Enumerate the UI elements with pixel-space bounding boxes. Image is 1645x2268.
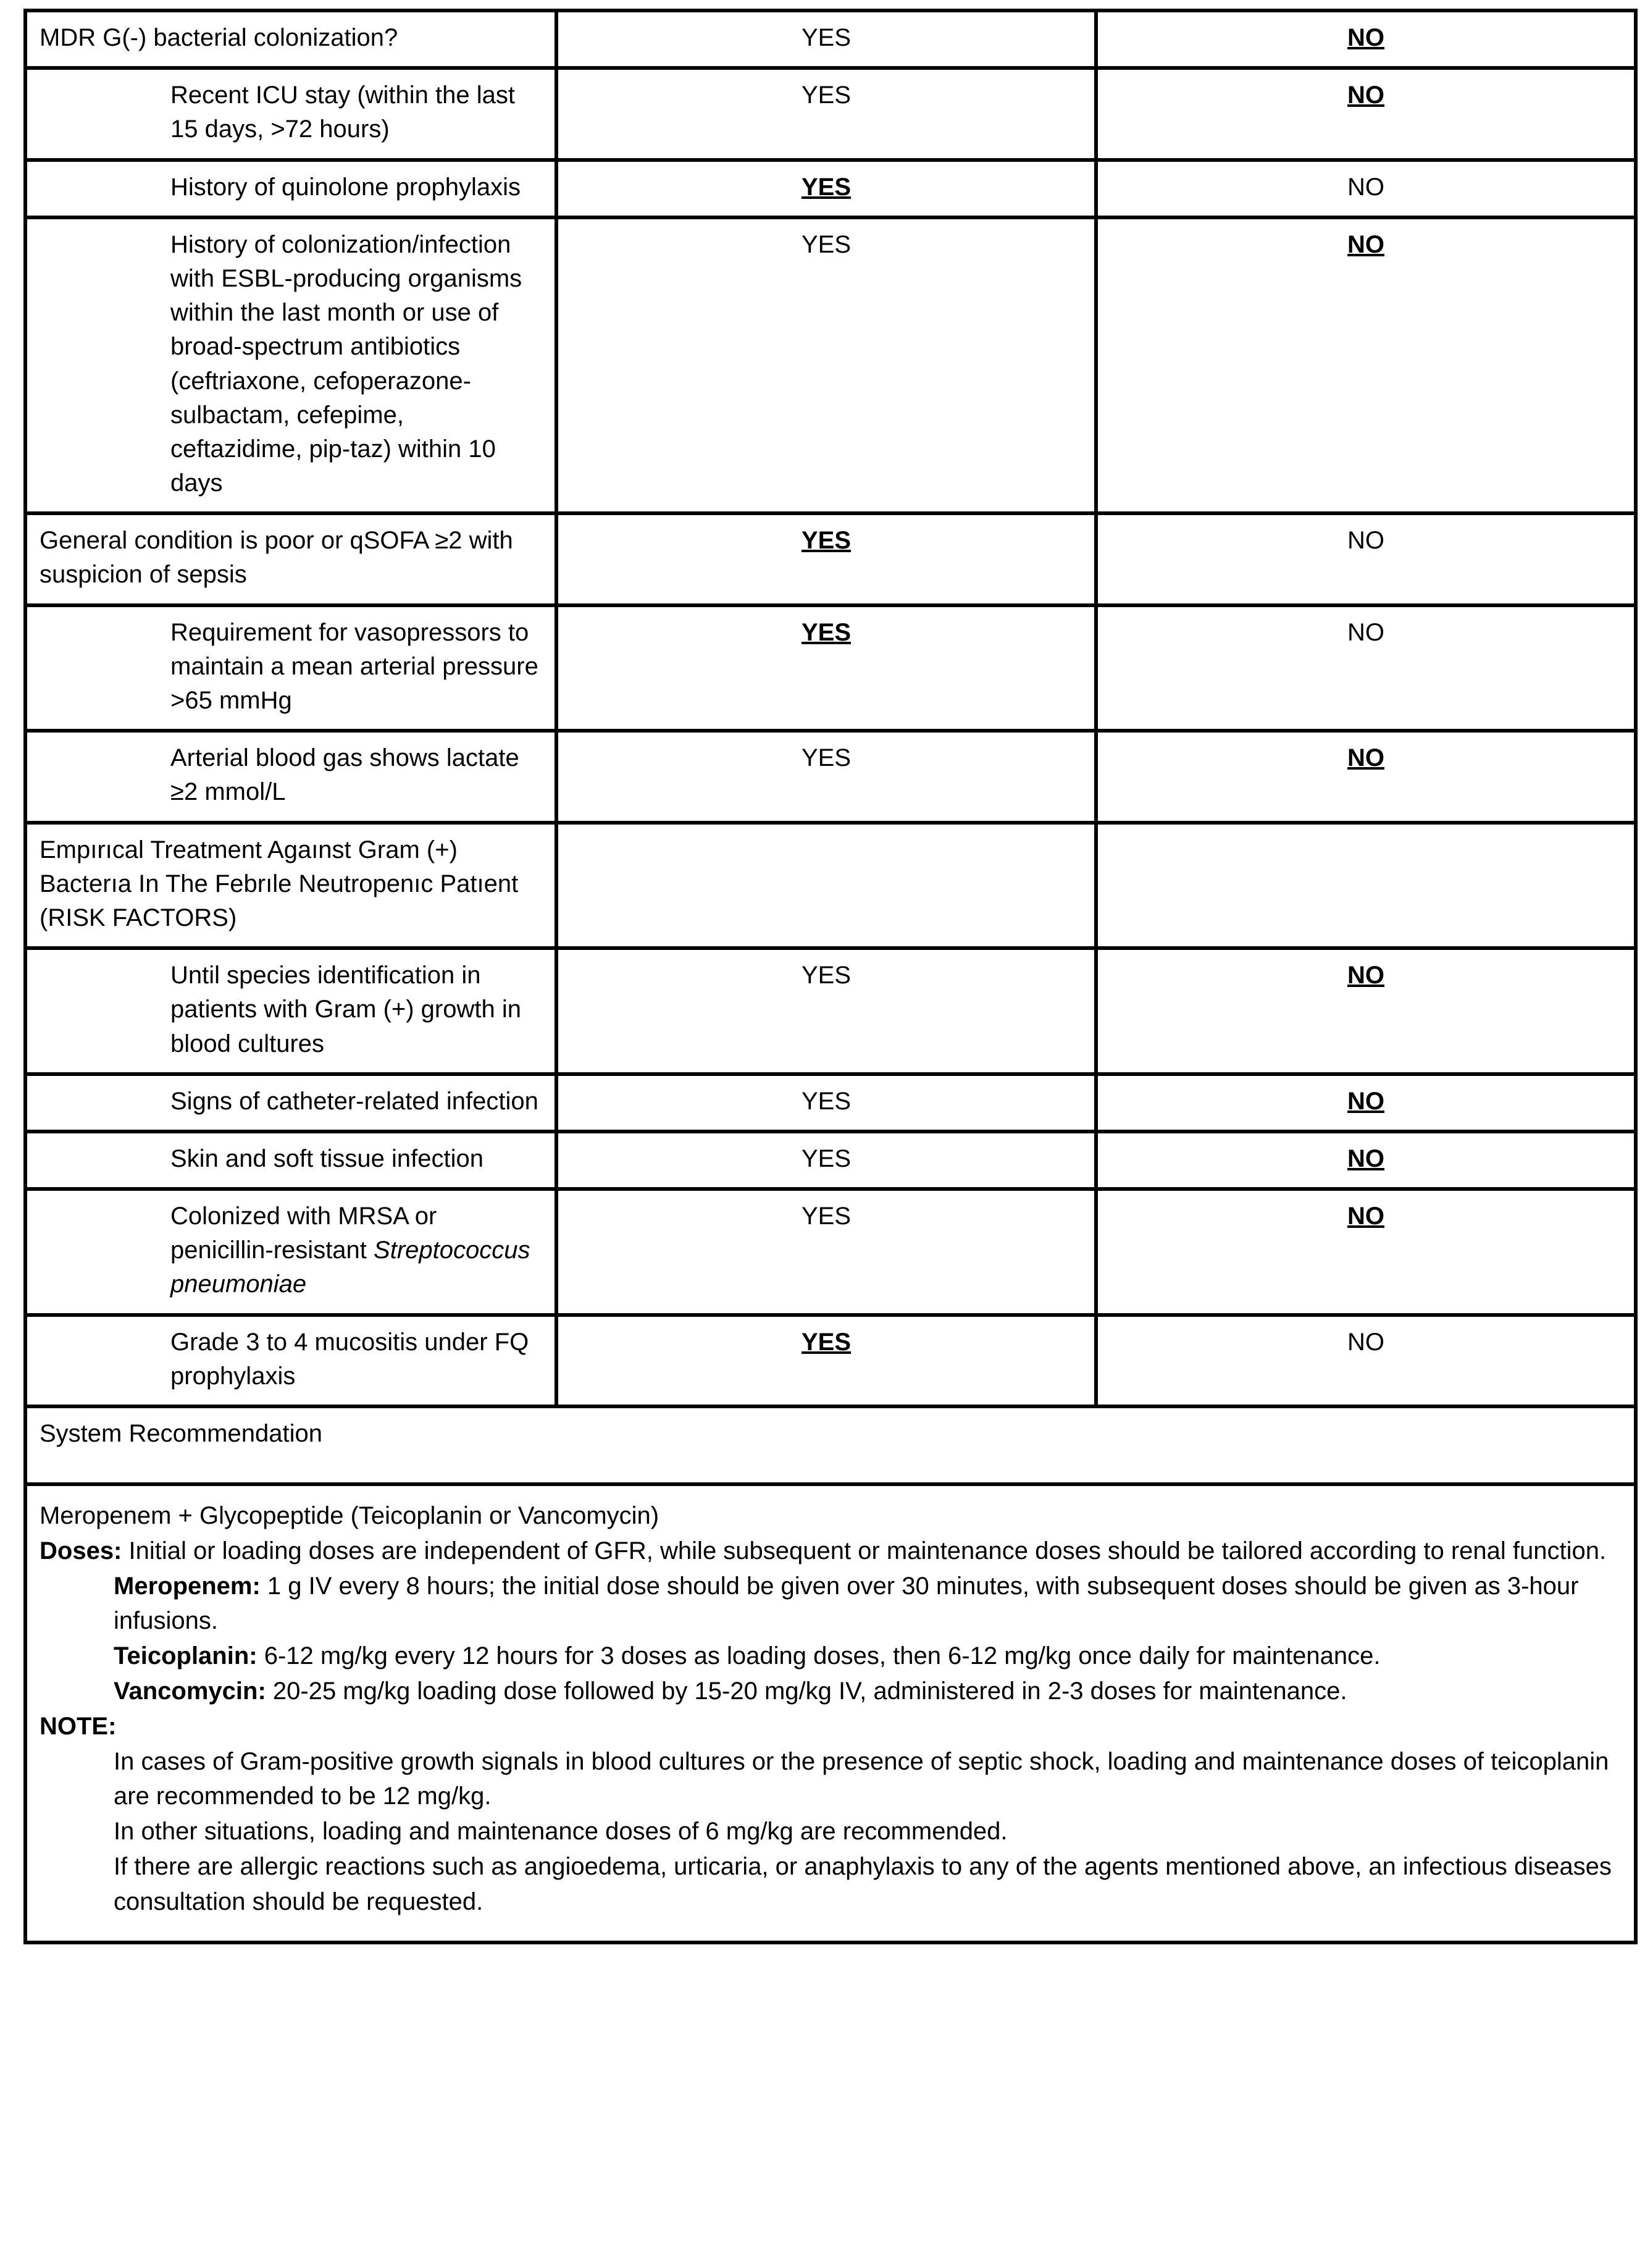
criterion-cell: [25, 10, 556, 68]
criterion-cell: [25, 1132, 556, 1189]
criterion-text: Empırıcal Treatment Agaınst Gram (+) Bacterıa In The Febrıle Neutropenıc Patıent (RISK FACTORS): [40, 836, 519, 931]
criteria-table-body: [25, 10, 1636, 1406]
answer-no-text: NO: [1347, 1087, 1384, 1115]
answer-yes-text: YES: [801, 82, 852, 109]
answer-no-text: NO: [1347, 82, 1384, 109]
table-row: [25, 1132, 1636, 1189]
answer-no-text: NO: [1347, 1328, 1384, 1356]
answer-no-label: [1098, 825, 1634, 878]
answer-cell-yes[interactable]: [556, 823, 1096, 949]
answer-yes-text: YES: [801, 1087, 852, 1115]
answer-yes-text: YES: [801, 618, 852, 646]
drug-name: Meropenem:: [114, 1572, 261, 1600]
note-label-line: [40, 1709, 1613, 1744]
criterion-cell: [25, 1315, 556, 1406]
note-item: In cases of Gram-positive growth signals in blood cultures or the presence of septic shock, loading and maintenance doses of teicoplanin are recommended to be 12 mg/kg.: [114, 1747, 1609, 1810]
answer-cell-no[interactable]: [1096, 1132, 1636, 1189]
note-item: In other situations, loading and maintenance doses of 6 mg/kg are recommended.: [114, 1818, 1008, 1846]
criterion-text: Colonized with MRSA or penicillin-resistant Streptococcus pneumoniae: [170, 1203, 530, 1298]
answer-cell-no[interactable]: [1096, 160, 1636, 217]
answer-cell-no[interactable]: [1096, 1189, 1636, 1315]
table-row: [25, 948, 1636, 1074]
answer-no-text: NO: [1347, 173, 1384, 201]
answer-cell-no[interactable]: [1096, 731, 1636, 822]
answer-yes-text: YES: [801, 744, 852, 772]
criterion-cell: [25, 1074, 556, 1132]
drug-dose-line: [114, 1674, 1613, 1709]
answer-yes-text: YES: [801, 1328, 852, 1356]
answer-cell-yes[interactable]: [556, 1074, 1096, 1132]
answer-no-text: NO: [1347, 230, 1384, 258]
drug-name: Teicoplanin:: [114, 1642, 257, 1670]
answer-yes-label: [558, 515, 1094, 569]
criterion-cell: [25, 217, 556, 514]
answer-cell-no[interactable]: [1096, 1074, 1636, 1132]
answer-cell-yes[interactable]: [556, 605, 1096, 731]
table-row: [25, 1074, 1636, 1132]
table-row: [25, 160, 1636, 217]
answer-cell-no[interactable]: [1096, 513, 1636, 605]
answer-no-label: [1098, 12, 1634, 66]
answer-no-label: [1098, 1191, 1634, 1245]
answer-cell-yes[interactable]: [556, 217, 1096, 514]
answer-cell-no[interactable]: [1096, 1315, 1636, 1406]
table-row: [25, 217, 1636, 514]
answer-yes-label: [558, 162, 1094, 216]
answer-yes-text: YES: [801, 527, 852, 555]
table-row: [25, 731, 1636, 822]
answer-no-label: [1098, 1076, 1634, 1130]
answer-no-text: NO: [1347, 1144, 1384, 1172]
answer-cell-yes[interactable]: [556, 731, 1096, 822]
recommendation-table: [23, 1405, 1638, 1944]
drug-dose-text: 20-25 mg/kg loading dose followed by 15-20 mg/kg IV, administered in 2-3 doses for maintenance.: [266, 1677, 1347, 1705]
answer-cell-yes[interactable]: [556, 513, 1096, 605]
doses-label: Doses:: [40, 1537, 122, 1564]
note-item: If there are allergic reactions such as angioedema, urticaria, or anaphylaxis to any of the agents mentioned above, an infectious diseases consultation should be requested.: [114, 1852, 1612, 1915]
table-row: [25, 1189, 1636, 1315]
answer-no-text: NO: [1347, 24, 1384, 51]
answer-yes-label: [558, 1076, 1094, 1130]
answer-cell-no[interactable]: [1096, 217, 1636, 514]
answer-cell-no[interactable]: [1096, 68, 1636, 159]
answer-yes-label: [558, 950, 1094, 1004]
answer-yes-text: YES: [801, 962, 852, 989]
answer-cell-yes[interactable]: [556, 1132, 1096, 1189]
criterion-cell: [25, 731, 556, 822]
table-row: [25, 513, 1636, 605]
answer-cell-yes[interactable]: [556, 1189, 1096, 1315]
answer-yes-label: [558, 733, 1094, 786]
criterion-text: MDR G(-) bacterial colonization?: [40, 24, 398, 51]
answer-cell-no[interactable]: [1096, 605, 1636, 731]
system-recommendation-header-cell: [25, 1406, 1636, 1484]
criterion-text: History of colonization/infection with ESBL-producing organisms within the last month or use of broad-spectrum antibiotics (ceftriaxone, cefoperazone-sulbactam, cefepime, ceftazidime, pip-taz) within 10 days: [170, 230, 522, 497]
criterion-text: Requirement for vasopressors to maintain a mean arterial pressure >65 mmHg: [170, 618, 538, 714]
answer-yes-label: [558, 1191, 1094, 1245]
criterion-text: Until species identification in patients with Gram (+) growth in blood cultures: [170, 962, 521, 1057]
table-row: [25, 10, 1636, 68]
drug-dose-line: [114, 1569, 1613, 1639]
answer-cell-yes[interactable]: [556, 160, 1096, 217]
answer-yes-label: [558, 70, 1094, 124]
answer-no-label: [1098, 607, 1634, 661]
criterion-cell: [25, 605, 556, 731]
answer-cell-no[interactable]: [1096, 823, 1636, 949]
doses-line: [40, 1534, 1613, 1569]
answer-yes-label: [558, 1133, 1094, 1187]
system-recommendation-body-cell: [25, 1484, 1636, 1942]
answer-no-text: NO: [1347, 962, 1384, 989]
answer-no-label: [1098, 162, 1634, 216]
answer-cell-yes[interactable]: [556, 10, 1096, 68]
answer-cell-yes[interactable]: [556, 68, 1096, 159]
answer-no-text: NO: [1347, 1203, 1384, 1230]
table-row: [25, 605, 1636, 731]
answer-no-label: [1098, 733, 1634, 786]
answer-yes-text: YES: [801, 230, 852, 258]
answer-no-label: [1098, 1133, 1634, 1187]
answer-cell-no[interactable]: [1096, 948, 1636, 1074]
answer-yes-label: [558, 219, 1094, 273]
criterion-cell: [25, 1189, 556, 1315]
drug-dose-line: [114, 1639, 1613, 1674]
criterion-cell: [25, 823, 556, 949]
criterion-cell: [25, 160, 556, 217]
criterion-text: History of quinolone prophylaxis: [170, 173, 521, 201]
answer-cell-yes[interactable]: [556, 948, 1096, 1074]
recommendation-content: [27, 1486, 1634, 1941]
answer-no-label: [1098, 70, 1634, 124]
answer-cell-no[interactable]: [1096, 10, 1636, 68]
answer-no-label: [1098, 950, 1634, 1004]
drug-name: Vancomycin:: [114, 1677, 266, 1705]
criterion-cell: [25, 948, 556, 1074]
criterion-text: General condition is poor or qSOFA ≥2 with suspicion of sepsis: [40, 527, 513, 589]
criterion-species-name: Streptococcus pneumoniae: [170, 1237, 530, 1298]
drug-dose-text: 6-12 mg/kg every 12 hours for 3 doses as loading doses, then 6-12 mg/kg once daily for maintenance.: [257, 1642, 1381, 1670]
answer-yes-label: [558, 1317, 1094, 1371]
system-recommendation-body-row: [25, 1484, 1636, 1942]
table-row: [25, 68, 1636, 159]
note-label: NOTE:: [40, 1712, 117, 1740]
criterion-text: Arterial blood gas shows lactate ≥2 mmol/L: [170, 744, 519, 806]
answer-no-label: [1098, 219, 1634, 273]
drug-dose-text: 1 g IV every 8 hours; the initial dose should be given over 30 minutes, with subsequent doses should be given as 3-hour infusions.: [114, 1572, 1579, 1635]
answer-yes-label: [558, 825, 1094, 878]
doses-text: Initial or loading doses are independent of GFR, while subsequent or maintenance doses should be tailored according to renal function.: [122, 1537, 1607, 1564]
system-recommendation-header-row: [25, 1406, 1636, 1484]
criterion-text: Skin and soft tissue infection: [170, 1144, 483, 1172]
criteria-table: [23, 9, 1638, 1408]
criterion-text: Signs of catheter-related infection: [170, 1087, 538, 1115]
system-recommendation-header: System Recommendation: [40, 1420, 322, 1447]
regimen-line: Meropenem + Glycopeptide (Teicoplanin or Vancomycin): [40, 1502, 659, 1529]
answer-yes-label: [558, 12, 1094, 66]
answer-yes-label: [558, 607, 1094, 661]
answer-yes-text: YES: [801, 24, 852, 51]
answer-no-text: NO: [1347, 744, 1384, 772]
answer-no-label: [1098, 1317, 1634, 1371]
criterion-text: Recent ICU stay (within the last 15 days, >72 hours): [170, 82, 515, 143]
answer-yes-text: YES: [801, 173, 852, 201]
criterion-cell: [25, 68, 556, 159]
answer-yes-text: YES: [801, 1203, 852, 1230]
answer-no-label: [1098, 515, 1634, 569]
answer-no-text: NO: [1347, 527, 1384, 555]
table-row: [25, 1315, 1636, 1406]
answer-cell-yes[interactable]: [556, 1315, 1096, 1406]
answer-no-text: NO: [1347, 618, 1384, 646]
criterion-cell: [25, 513, 556, 605]
table-row: [25, 823, 1636, 949]
criterion-text: Grade 3 to 4 mucositis under FQ prophylaxis: [170, 1328, 529, 1390]
answer-yes-text: YES: [801, 1144, 852, 1172]
